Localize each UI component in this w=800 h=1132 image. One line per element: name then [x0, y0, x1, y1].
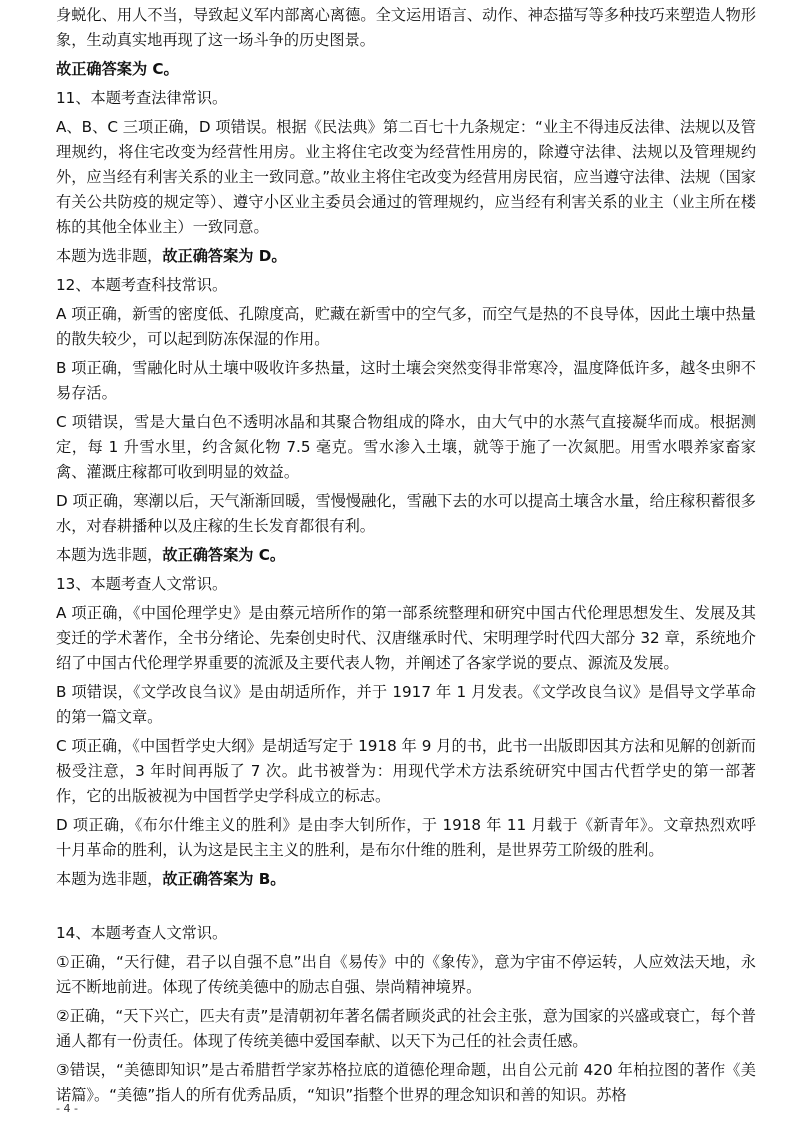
- answer-text: 故正确答案为 C。: [162, 546, 286, 564]
- answer-prefix: 本题为选非题，: [56, 546, 163, 564]
- answer-prefix: 本题为选非题，: [56, 870, 163, 888]
- option-c-12: C 项错误，雪是大量白色不透明冰晶和其聚合物组成的降水，由大气中的水蒸气直接凝华而成。根据测定，每 1 升雪水里，约含氮化物 7.5 毫克。雪水渗入土壤，就等于施了一次氮肥。用雪水喂养家畜家禽、灌溉庄稼都可收到明显的效益。: [56, 413, 756, 481]
- document-body: [56, 0, 756, 1108]
- option-a-12: A 项正确，新雪的密度低、孔隙度高，贮藏在新雪中的空气多，而空气是热的不良导体，因此土壤中热量的散失较少，可以起到防冻保湿的作用。: [56, 305, 756, 348]
- option-d-12: D 项正确，寒潮以后，天气渐渐回暖，雪慢慢融化，雪融下去的水可以提高土壤含水量，给庄稼积蓄很多水，对春耕播种以及庄稼的生长发育都很有利。: [56, 492, 756, 535]
- option-b-13: B 项错误，《文学改良刍议》是由胡适所作，并于 1917 年 1 月发表。《文学改良刍议》是倡导文学革命的第一篇文章。: [56, 683, 756, 726]
- option-d-13: D 项正确，《布尔什维主义的胜利》是由李大钊所作，于 1918 年 11 月载于《新青年》。文章热烈欢呼十月革命的胜利，认为这是民主主义的胜利，是布尔什维的胜利，是世界劳工阶级的胜利。: [56, 816, 756, 859]
- item-1-14: ①正确，“天行健，君子以自强不息”出自《易传》中的《象传》，意为宇宙不停运转，人应效法天地，永远不断地前进。体现了传统美德中的励志自强、崇尚精神境界。: [56, 953, 756, 996]
- answer-line-11: [56, 244, 756, 269]
- answer-prefix: 本题为选非题，: [56, 247, 163, 265]
- answer-line-10: 故正确答案为 C。: [56, 60, 179, 78]
- question-heading-11: 11、本题考查法律常识。: [56, 89, 228, 107]
- explanation-11: A、B、C 三项正确，D 项错误。根据《民法典》第二百七十九条规定：“业主不得违反法律、法规以及管理规约，将住宅改变为经营性用房。业主将住宅改变为经营性用房的，除遵守法律、法规以及管理规约外，应当经有利害关系的业主一致同意。”故业主将住宅改变为经营用房民宿，应当遵守法律、法规（国家有关公共防疫的规定等）、遵守小区业主委员会通过的管理规约，应当经有利害关系的业主（业主所在楼栋的其他全体业主）一致同意。: [56, 118, 756, 236]
- paragraph-intro-continued: 身蜕化、用人不当，导致起义军内部离心离德。全文运用语言、动作、神态描写等多种技巧来塑造人物形象，生动真实地再现了这一场斗争的历史图景。: [56, 6, 756, 49]
- question-heading-12: 12、本题考查科技常识。: [56, 276, 228, 294]
- question-heading-13: 13、本题考查人文常识。: [56, 575, 228, 593]
- answer-line-12: [56, 543, 756, 568]
- option-b-12: B 项正确，雪融化时从土壤中吸收许多热量，这时土壤会突然变得非常寒冷，温度降低许多，越冬虫卵不易存活。: [56, 359, 756, 402]
- option-a-13: A 项正确，《中国伦理学史》是由蔡元培所作的第一部系统整理和研究中国古代伦理思想发生、发展及其变迁的学术著作，全书分绪论、先秦创史时代、汉唐继承时代、宋明理学时代四大部分 32 章，系统地介绍了中国古代伦理学界重要的流派及主要代表人物，并阐述了各家学说的要点、源流及发展。: [56, 604, 756, 672]
- page-number: - 4 -: [56, 1102, 78, 1115]
- answer-text: 故正确答案为 B。: [162, 870, 286, 888]
- answer-text: 故正确答案为 D。: [162, 247, 287, 265]
- item-2-14: ②正确，“天下兴亡，匹夫有责”是清朝初年著名儒者顾炎武的社会主张，意为国家的兴盛或衰亡，每个普通人都有一份责任。体现了传统美德中爱国奉献、以天下为己任的社会责任感。: [56, 1007, 756, 1050]
- item-3-14: ③错误，“美德即知识”是古希腊哲学家苏格拉底的道德伦理命题，出自公元前 420 年柏拉图的著作《美诺篇》。“美德”指人的所有优秀品质，“知识”指整个世界的理念知识和善的知识。苏格: [56, 1061, 756, 1104]
- answer-line-13: [56, 867, 756, 892]
- question-heading-14: 14、本题考查人文常识。: [56, 924, 228, 942]
- option-c-13: C 项正确，《中国哲学史大纲》是胡适写定于 1918 年 9 月的书，此书一出版即因其方法和见解的创新而极受注意，3 年时间再版了 7 次。此书被誉为：用现代学术方法系统研究中国古代哲学史的第一部著作，它的出版被视为中国哲学史学科成立的标志。: [56, 737, 756, 805]
